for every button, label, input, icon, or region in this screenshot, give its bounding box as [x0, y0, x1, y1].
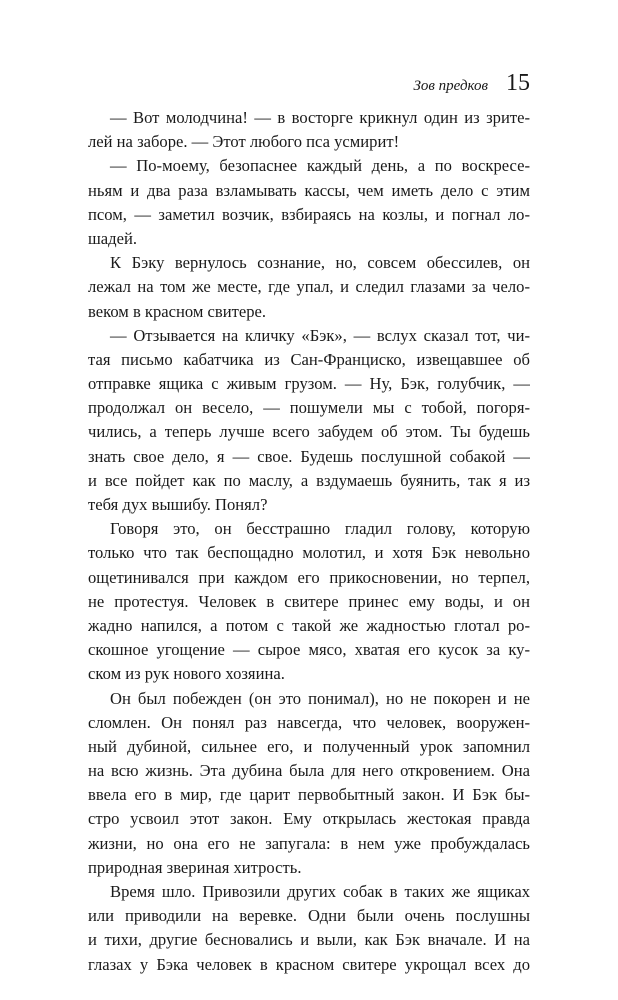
text-line: знать свое дело, я — свое. Будешь послушной собакой — — [88, 446, 530, 466]
text-line: лей на заборе. — Этот любого пса усмирит! — [88, 132, 400, 152]
text-line: или приводили на веревке. Одни были очень послушны — [88, 906, 530, 926]
text-line: — По-моему, безопаснее каждый день, а по воскресе- — [110, 156, 530, 176]
body-text — [88, 106, 530, 977]
text-line: жизни, но она его не запугала: в нем уже пробуждалась — [88, 833, 530, 853]
text-line: К Бэку вернулось сознание, но, совсем обессилев, он — [110, 253, 530, 273]
text-line: не протестуя. Человек в свитере принес ему воды, и он — [88, 591, 530, 611]
text-line: природная звериная хитрость. — [88, 857, 302, 877]
text-line: ньям и два раза взламывать кассы, чем иметь дело с этим — [88, 180, 530, 200]
text-line: скошное угощение — сырое мясо, хватая его кусок за ку- — [88, 640, 530, 660]
text-line: жадно напился, а потом с такой же жадностью глотал ро- — [88, 615, 530, 635]
text-line: тебя дух вышибу. Понял? — [88, 495, 268, 514]
text-line: веком в красном свитере. — [88, 301, 267, 321]
text-line: — Вот молодчина! — в восторге крикнул один из зрите- — [110, 108, 530, 127]
text-line: ввела его в мир, где царит первобытный закон. И Бэк бы- — [88, 785, 530, 805]
text-line: продолжал он весело, — пошумели мы с тобой, погоря- — [88, 398, 530, 418]
text-line: стро усвоил этот закон. Ему открылась жестокая правда — [88, 809, 530, 829]
text-line: лежал на том же месте, где упал, и следил глазами за чело- — [88, 277, 530, 297]
text-line: ный дубиной, сильнее его, и полученный урок запомнил — [88, 736, 530, 756]
text-line: и все пойдет как по маслу, а вздумаешь буянить, так я из — [88, 470, 530, 490]
text-line: чились, а теперь лучше всего забудем об этом. Ты будешь — [88, 422, 530, 442]
text-line: и тихи, другие бесновались и выли, как Бэк вначале. И на — [88, 930, 530, 950]
text-line: глазах у Бэка человек в красном свитере укрощал всех до — [88, 954, 530, 974]
text-line: ощетинивался при каждом его прикосновении, но терпел, — [88, 567, 530, 587]
page-number: 15 — [506, 70, 530, 96]
text-line: — Отзывается на кличку «Бэк», — вслух сказал тот, чи- — [110, 325, 530, 345]
text-line: Он был побежден (он это понимал), но не покорен и не — [110, 688, 530, 708]
text-line: псом, — заметил возчик, взбираясь на козлы, и погнал ло- — [88, 204, 530, 224]
text-line: Время шло. Привозили других собак в таких же ящиках — [110, 882, 530, 901]
text-line: на всю жизнь. Эта дубина была для него откровением. Она — [88, 761, 530, 781]
text-line: сломлен. Он понял раз навсегда, что человек, вооружен- — [88, 712, 530, 732]
running-title: Зов предков — [413, 78, 488, 94]
page-header — [413, 70, 530, 97]
text-line: ском из рук нового хозяина. — [88, 664, 285, 684]
text-line: Говоря это, он бесстрашно гладил голову, которую — [110, 519, 530, 539]
text-line: только что так беспощадно молотил, и хотя Бэк невольно — [88, 543, 530, 563]
text-line: тая письмо кабатчика из Сан-Франциско, извещавшее об — [88, 349, 530, 369]
text-line: шадей. — [88, 228, 137, 248]
text-line: отправке ящика с живым грузом. — Ну, Бэк, голубчик, — — [88, 374, 530, 394]
